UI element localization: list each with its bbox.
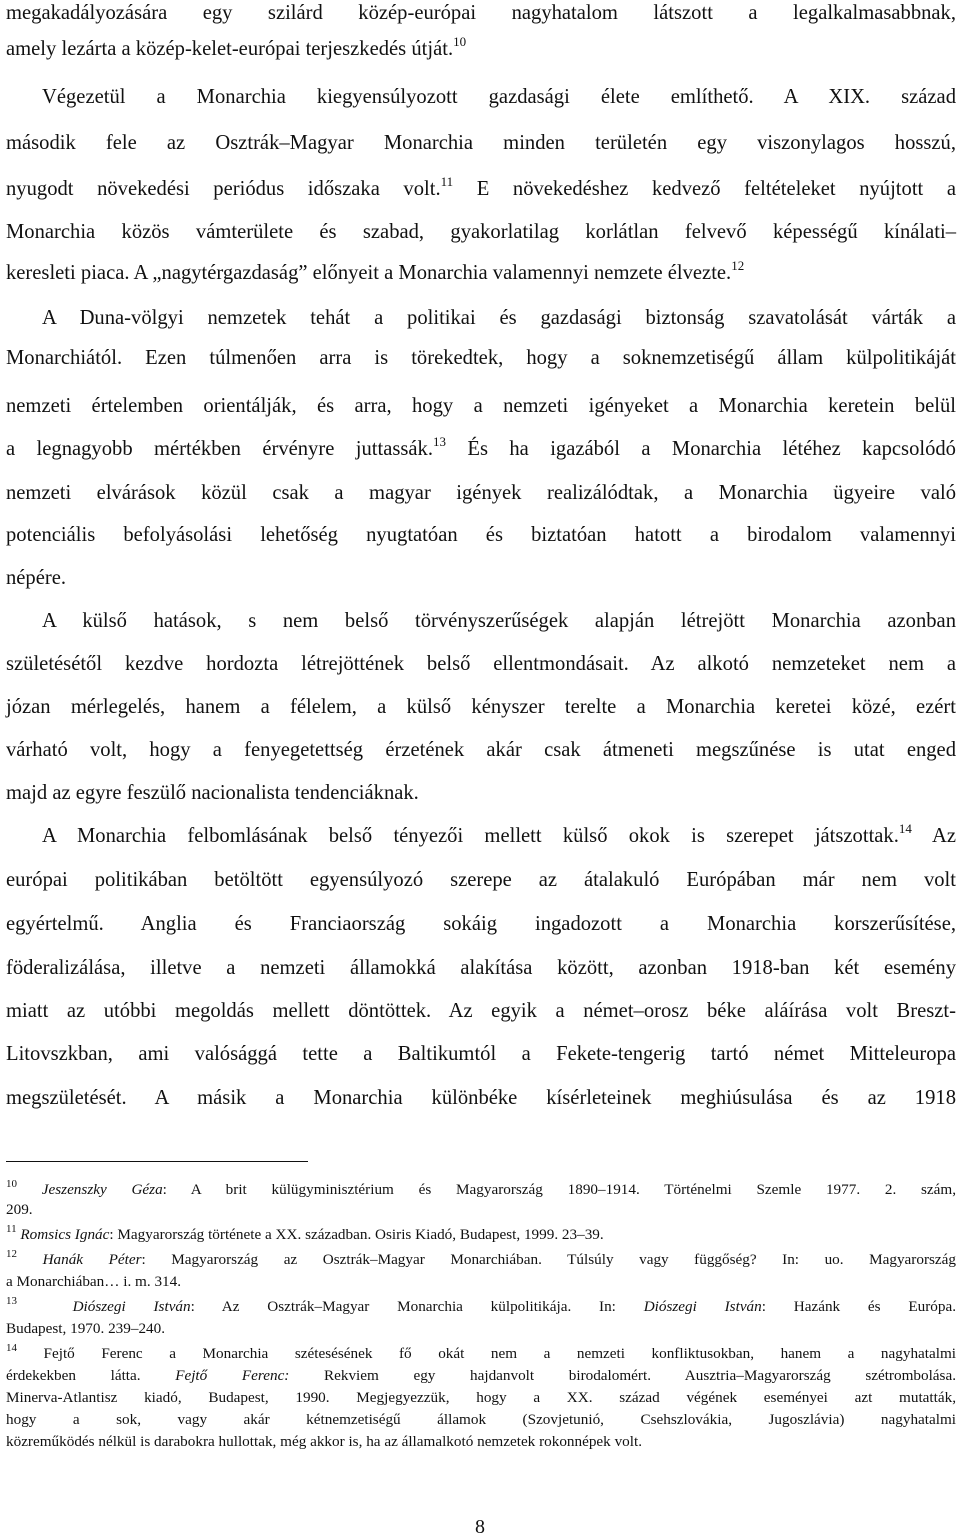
text-line: európai politikában betöltött egyensúlyozó szerepe az átalakuló Európában már nem volt [6,869,956,891]
text-line: Monarchiától. Ezen túlmenően arra is törekedtek, hogy a soknemzetiségű állam külpolitikáját [6,347,956,369]
footnote-13: $^{13}$ Diószegi István: Az Osztrák–Magyar Monarchia külpolitikája. In: Diószegi István: Hazánk és Európa. [6,1295,956,1315]
text-line: Monarchia közös vámterülete és szabad, gyakorlatilag korlátlan felvevő képességű kínálati– [6,221,956,243]
footnote-ref-11[interactable]: 11 [440,174,454,189]
text-line: egyértelmű. Anglia és Franciaország sokáig ingadozott a Monarchia korszerűsítése, [6,913,956,935]
footnote-10-cont: 209. [6,1201,33,1218]
footnote-14-line: közreműködés nélkül is darabokra hullottak, még akkor is, ha az államalkotó nemzetek rokonnépek volt. [6,1433,642,1450]
footnote-14-line: Minerva-Atlantisz kiadó, Budapest, 1990. Megjegyezzük, hogy a XX. század végének eseményei azt mutatták, [6,1389,956,1406]
text-line: keresleti piaca. A „nagytérgazdaság” előnyeit a Monarchia valamennyi nemzete élvezte.$^{12}$ [6,258,745,284]
text-line: miatt az utóbbi megoldás mellett döntöttek. Az egyik a német–orosz béke aláírása volt Breszt- [6,1000,956,1022]
text-line: Litovszkban, ami valósággá tette a Baltikumtól a Fekete-tengerig tartó német Mitteleuropa [6,1043,956,1065]
page-number: 8 [475,1516,485,1538]
text-line: A külső hatások, s nem belső törvényszerűségek alapján létrejött Monarchia azonban [42,610,956,632]
text-line: megakadályozására egy szilárd közép-európai nagyhatalom látszott a legalkalmasabbnak, [6,2,956,24]
footnote-separator [6,1161,308,1162]
footnote-ref-10[interactable]: 10 [453,34,467,49]
footnote-14: $^{14}$ Fejtő Ferenc a Monarchia szétesésének fő okát nem a nemzeti konfliktusokban, hanem a nagyhatalmi [6,1342,956,1362]
text-line: népére. [6,567,67,589]
text-line: föderalizálása, illetve a nemzeti államokká alakítása között, azonban 1918-ban két esemény [6,957,956,979]
text-line: majd az egyre feszülő nacionalista tendenciáknak. [6,782,419,804]
footnote-12-cont: a Monarchiában… i. m. 314. [6,1273,182,1290]
text-line: várható volt, hogy a fenyegetettség érzetének akár csak átmeneti megszűnése is utat enged [6,739,956,761]
text-line: nemzeti értelemben orientálják, és arra, hogy a nemzeti igényeket a Monarchia keretein belül [6,395,956,417]
footnote-ref-14[interactable]: 14 [898,821,912,836]
text-line: második fele az Osztrák–Magyar Monarchia minden területén egy viszonylagos hosszú, [6,132,956,154]
footnote-14-line: érdekekben látta. Fejtő Ferenc: Rekviem egy hajdanvolt birodalomért. Ausztria–Magyarország szétrombolása. [6,1367,956,1384]
text-line: születésétől kezdve hordozta létrejöttének belső ellentmondásait. Az alkotó nemzeteket nem a [6,653,956,675]
text-line: nemzeti elvárások közül csak a magyar igények realizálódtak, a Monarchia ügyeire való [6,482,956,504]
text-line: potenciális befolyásolási lehetőség nyugtatóan és biztatóan hatott a birodalom valamennyi [6,524,956,546]
footnote-11: $^{11}$ Romsics Ignác: Magyarország története a XX. században. Osiris Kiadó, Budapest, 1999. 23–39. [6,1223,604,1243]
text-line: a legnagyobb mértékben érvényre juttassák.$^{13}$ És ha igazából a Monarchia létéhez kapcsolódó [6,434,956,460]
footnote-13-cont: Budapest, 1970. 239–240. [6,1320,166,1337]
footnote-14-line: hogy a sok, vagy akár kétnemzetiségű államok (Szovjetunió, Csehszlovákia, Jugoszlávia) nagyhatalmi [6,1411,956,1428]
text-line: Végezetül a Monarchia kiegyensúlyozott gazdasági élete említhető. A XIX. század [42,86,956,108]
footnote-ref-13[interactable]: 13 [432,434,446,449]
text-line: megszületését. A másik a Monarchia különbéke kísérleteinek meghiúsulása és az 1918 [6,1087,956,1109]
footnote-12: $^{12}$ Hanák Péter: Magyarország az Osztrák–Magyar Monarchiában. Túlsúly vagy függőség? In: uo. Magyarország [6,1248,956,1268]
text-line: józan mérlegelés, hanem a félelem, a külső kényszer terelte a Monarchia keretei közé, ezért [6,696,956,718]
text-line: A Monarchia felbomlásának belső tényezői mellett külső okok is szerepet játszottak.$^{14}$ Az [42,821,957,847]
text-line: amely lezárta a közép-kelet-európai terjeszkedés útját.$^{10}$ [6,34,467,60]
footnote-ref-12[interactable]: 12 [731,258,745,273]
text-line: nyugodt növekedési periódus időszaka volt.$^{11}$ E növekedéshez kedvező feltételeket nyújtott a [6,174,956,200]
footnote-10: $^{10}$ Jeszenszky Géza: A brit külügyminisztérium és Magyarország 1890–1914. Történelmi Szemle 1977. 2. szám, [6,1178,957,1198]
text-line: A Duna-völgyi nemzetek tehát a politikai és gazdasági biztonság szavatolását várták a [42,307,956,329]
